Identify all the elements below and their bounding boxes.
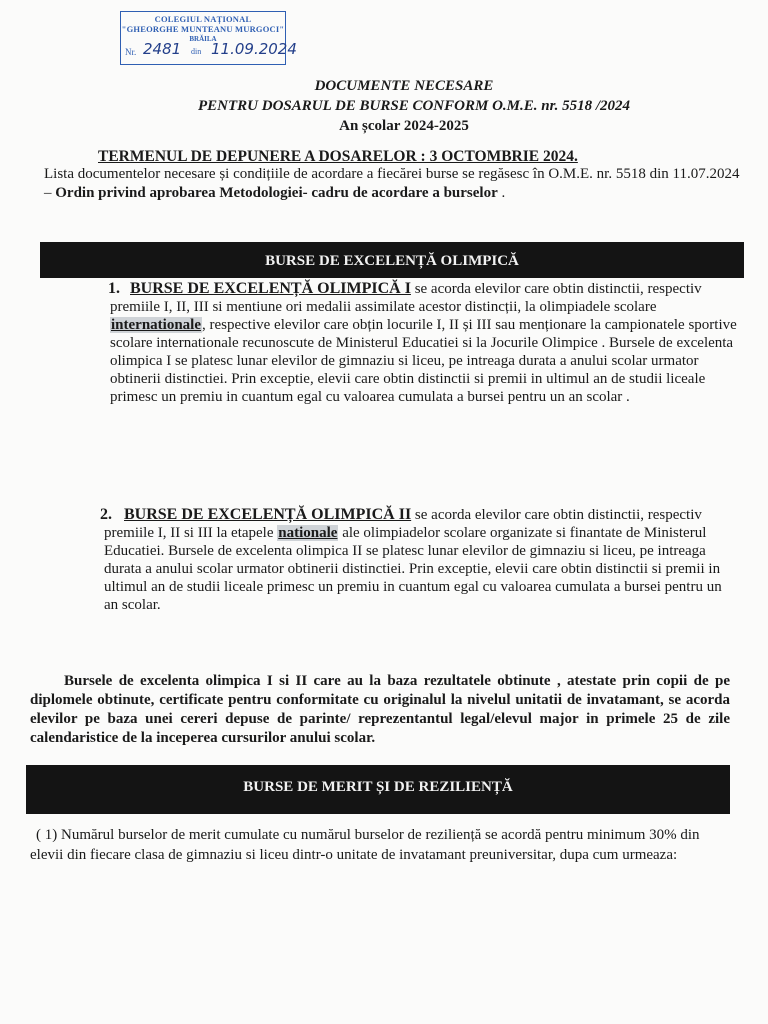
highlight-internationale: internationale — [111, 317, 201, 333]
stamp-school-line: COLEGIUL NAȚIONAL — [154, 14, 252, 24]
doc-title-line-2: PENTRU DOSARUL DE BURSE CONFORM O.M.E. nr. 5518 /2024 — [197, 98, 631, 114]
olympic-scholarship-2 — [100, 506, 734, 614]
section-olympic-header: BURSE DE EXCELENȚĂ OLIMPICĂ — [40, 242, 744, 278]
stamp-nr-label: Nr. — [125, 47, 137, 57]
item-text-part-1: se acorda elevilor care obtin distinctii, respectiv premiile I, II, III si mentiune ori medalii assimilate acestor distincții, la olimpiadele scolare — [110, 281, 702, 315]
school-year: An școlar 2024-2025 — [339, 118, 469, 134]
olympic-note-paragraph: Bursele de excelenta olimpica I si II care au la baza rezultatele obtinute , atestate prin copii de pe diplomele obtinute, certificate pentru conformitate cu originalul la nivelul unitatii de invatamant, se acorda elevilor pe baza unei cereri depuse de parinte/ reprezentantul legal/elevul major in primele 25 de zile calendaristice de la inceperea cursurilor anului scolar. — [30, 673, 730, 746]
highlight-nationale: nationale — [278, 525, 338, 541]
stamp-school-name: "GHEORGHE MUNTEANU MURGOCI" — [121, 24, 285, 34]
item-number: 1. — [108, 280, 120, 297]
paragraph-number: ( 1) — [36, 827, 58, 843]
stamp-city: BRĂILA — [189, 35, 217, 43]
intro-paragraph — [44, 165, 744, 203]
item-text-part-2: ale olimpiadelor scolare organizate si finantate de Ministerul Educatiei. Bursele de excelenta olimpica II se platesc lunar elevilor de gimnaziu si liceu, pe intreaga durata a anului scolar urmator obtinerii distinctiei. Prin exceptie, elevii care obtin distinctii si premii in ultimul an de studii liceale primesc un premiu in cuantum egal cu valoarea cumulata a bursei pentru un an scolar. — [104, 525, 722, 613]
item-text-part-2: , respective elevilor care obțin locurile I, II și III sau menționare la campionatele sportive scolare internationale recunoscute de Ministerul Educatiei si la Jocurile Olimpice . Bursele de excelenta olimpica I se platesc lunar elevilor de gimnaziu si liceu, pe intreaga durata a anului scolar urmator obtinerii distinctiei. Prin exceptie, elevii care obtin distinctii si premii in ultimul an de studii liceale primesc un premiu in cuantum egal cu valoarea cumulata a bursei pentru un an scolar . — [110, 317, 737, 405]
item-number: 2. — [100, 506, 112, 523]
intro-text: Lista documentelor necesare și condițiile de acordare a fiecărei burse se regăsesc în O.M.E. nr. 5518 din 11.07.2024 – — [44, 166, 740, 201]
item-title: BURSE DE EXCELENȚĂ OLIMPICĂ I — [130, 280, 411, 297]
section-merit-header: BURSE DE MERIT ȘI DE REZILIENȚĂ — [26, 765, 730, 814]
item-text — [110, 280, 742, 406]
item-text — [104, 506, 734, 614]
olympic-scholarship-1 — [110, 280, 742, 406]
stamp-din-label: din — [191, 47, 202, 56]
intro-order-title: Ordin privind aprobarea Metodologiei- cadru de acordare a burselor — [55, 185, 498, 201]
item-title: BURSE DE EXCELENȚĂ OLIMPICĂ II — [124, 506, 412, 523]
registration-stamp — [120, 11, 297, 65]
intro-end: . — [497, 185, 506, 201]
submission-deadline: TERMENUL DE DEPUNERE A DOSARELOR : 3 OCTOMBRIE 2024. — [98, 148, 578, 165]
stamp-date: 11.09.2024 — [211, 40, 297, 58]
stamp-registration-number: 2481 — [143, 40, 182, 58]
merit-paragraph-1 — [30, 825, 730, 865]
doc-title-line-1: DOCUMENTE NECESARE — [314, 78, 494, 94]
paragraph-text: Numărul burselor de merit cumulate cu numărul burselor de reziliență se acordă pentru minimum 30% din elevii din fiecare clasa de gimnaziu si liceu dintr-o unitate de invatamant preuniversitar, dupa cum urmeaza: — [30, 827, 700, 863]
item-text-part-1: se acorda elevilor care obtin distinctii, respectiv premiile I, II si III la etapele — [104, 507, 702, 541]
